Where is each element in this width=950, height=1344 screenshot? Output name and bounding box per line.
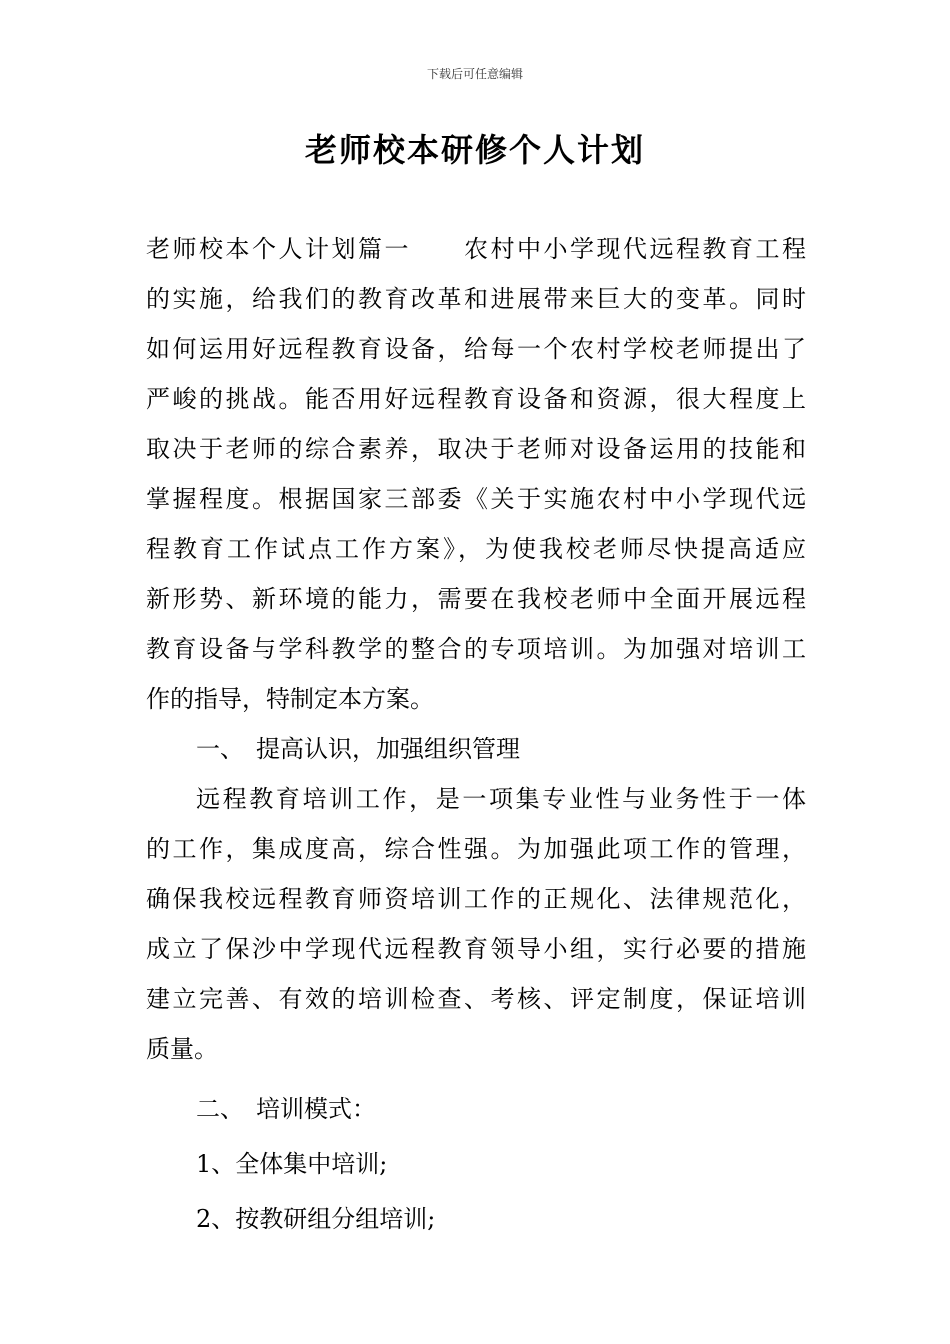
list-item-2: 2、按教研组分组培训; xyxy=(196,1205,436,1233)
section-1-line: 质量。 xyxy=(146,1035,218,1063)
paragraph-gap xyxy=(146,1074,806,1084)
intro-line: 的实施，给我们的教育改革和进展带来巨大的变革。同时 xyxy=(146,285,806,313)
intro-paragraph xyxy=(146,224,806,724)
section-1-line: 远程教育培训工作，是一项集专业性与业务性于一体 xyxy=(196,785,806,813)
section-1-line: 的工作，集成度高，综合性强。为加强此项工作的管理， xyxy=(146,835,806,863)
header-note: 下载后可任意编辑 xyxy=(426,67,523,81)
intro-line: 教育设备与学科教学的整合的专项培训。为加强对培训工 xyxy=(146,635,806,663)
section-1-line: 建立完善、有效的培训检查、考核、评定制度，保证培训 xyxy=(146,985,806,1013)
section-1-paragraph xyxy=(146,774,806,1074)
section-1-line: 确保我校远程教育师资培训工作的正规化、法律规范化， xyxy=(146,885,806,913)
section-2-heading: 二、 培训模式： xyxy=(196,1095,376,1123)
document-title: 老师校本研修个人计划 xyxy=(304,131,645,169)
intro-line: 取决于老师的综合素养，取决于老师对设备运用的技能和 xyxy=(146,435,806,463)
intro-line: 老师校本个人计划篇一 农村中小学现代远程教育工程 xyxy=(146,235,806,263)
intro-line: 作的指导，特制定本方案。 xyxy=(146,685,434,713)
section-1-line: 成立了保沙中学现代远程教育领导小组，实行必要的措施 xyxy=(146,935,806,963)
section-1-heading: 一、 提高认识，加强组织管理 xyxy=(196,735,520,763)
list-item-1: 1、全体集中培训; xyxy=(196,1150,388,1178)
intro-line: 掌握程度。根据国家三部委《关于实施农村中小学现代远 xyxy=(146,485,806,513)
intro-line: 如何运用好远程教育设备，给每一个农村学校老师提出了 xyxy=(146,335,806,363)
intro-line: 严峻的挑战。能否用好远程教育设备和资源，很大程度上 xyxy=(146,385,806,413)
document-body xyxy=(146,224,806,1244)
intro-line: 新形势、新环境的能力，需要在我校老师中全面开展远程 xyxy=(146,585,806,613)
intro-line: 程教育工作试点工作方案》，为使我校老师尽快提高适应 xyxy=(146,535,806,563)
